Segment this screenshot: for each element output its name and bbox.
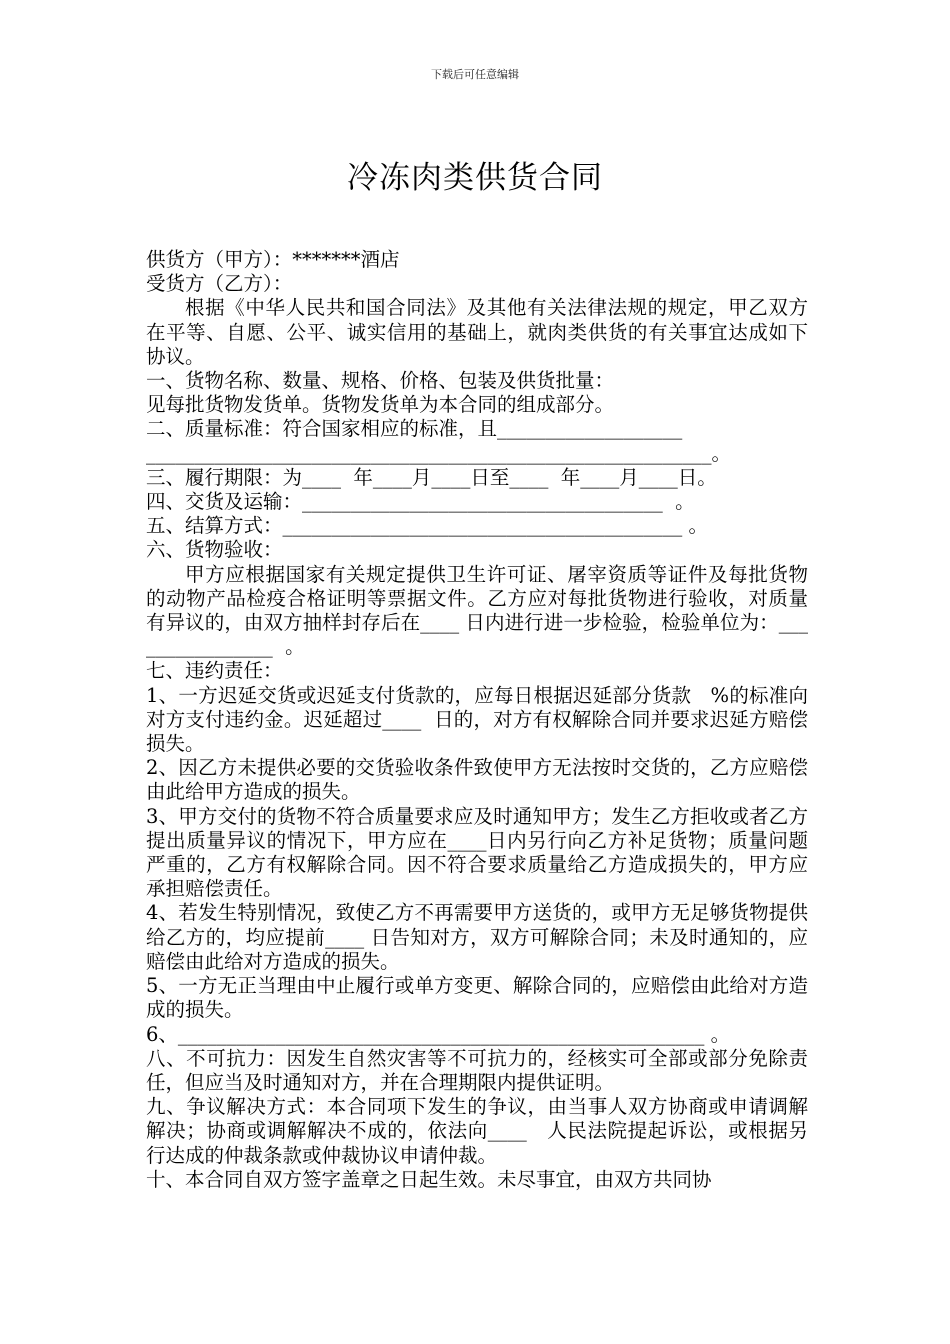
section-6-heading: 六、货物验收： — [146, 538, 283, 562]
section-2-blank-line: __________________________________________________________。 — [146, 441, 731, 465]
clause-7-2: 2、因乙方未提供必要的交货验收条件致使甲方无法按时交货的，乙方应赔偿由此给甲方造成的损失。 — [146, 756, 808, 804]
page-header: 下载后可任意编辑 — [431, 68, 519, 81]
clause-7-5: 5、一方无正当理由中止履行或单方变更、解除合同的，应赔偿由此给对方造成的损失。 — [146, 974, 808, 1022]
party-b-line: 受货方（乙方）： — [146, 272, 293, 296]
clause-7-4: 4、若发生特别情况，致使乙方不再需要甲方送货的，或甲方无足够货物提供给乙方的，均应提前____ 日告知对方，双方可解除合同；未及时通知的，应赔偿由此给对方造成的损失。 — [146, 901, 808, 973]
section-2-line: 二、质量标准：符合国家相应的标准，且___________________ — [146, 417, 683, 441]
clause-7-6: 6、______________________________________________________ 。 — [146, 1022, 731, 1046]
party-a-line: 供货方（甲方）：*******酒店 — [146, 248, 400, 271]
preamble-paragraph: 根据《中华人民共和国合同法》及其他有关法律法规的规定，甲乙双方在平等、自愿、公平、诚实信用的基础上，就肉类供货的有关事宜达成如下协议。 — [146, 296, 808, 368]
section-8-paragraph: 八、不可抗力：因发生自然灾害等不可抗力的，经核实可全部或部分免除责任，但应当及时通知对方，并在合理期限内提供证明。 — [146, 1046, 808, 1094]
clause-7-3: 3、甲方交付的货物不符合质量要求应及时通知甲方；发生乙方拒收或者乙方提出质量异议的情况下，甲方应在____日内另行向乙方补足货物；质量问题严重的，乙方有权解除合同。因不符合要求质量给乙方造成损失的，甲方应承担赔偿责任。 — [146, 804, 808, 901]
section-9-paragraph: 九、争议解决方式：本合同项下发生的争议，由当事人双方协商或申请调解解决；协商或调解解决不成的，依法向____ 人民法院提起诉讼，或根据另行达成的仲裁条款或仲裁协议申请仲裁。 — [146, 1095, 808, 1167]
section-1-heading: 一、货物名称、数量、规格、价格、包装及供货批量： — [146, 369, 615, 393]
clause-7-1: 1、一方迟延交货或迟延支付货款的，应每日根据迟延部分货款 %的标准向对方支付违约金。迟延超过____ 日的，对方有权解除合同并要求迟延方赔偿损失。 — [146, 683, 808, 756]
section-6-paragraph: 甲方应根据国家有关规定提供卫生许可证、屠宰资质等证件及每批货物的动物产品检疫合格证明等票据文件。乙方应对每批货物进行验收，对质量有异议的，由双方抽样封存后在____ 日内进行进一步检验，检验单位为：________________ 。 — [146, 562, 808, 659]
section-7-heading: 七、违约责任： — [146, 659, 283, 683]
section-10-paragraph: 十、本合同自双方签字盖章之日起生效。未尽事宜，由双方共同协 — [146, 1167, 712, 1191]
section-4-line: 四、交货及运输：_____________________________________ 。 — [146, 490, 695, 514]
contract-body — [146, 248, 808, 1192]
section-5-line: 五、结算方式：_________________________________________ 。 — [146, 514, 708, 538]
section-3-line: 三、履行期限：为____ 年____月____日至____ 年____月____日。 — [146, 465, 717, 489]
document-title: 冷冻肉类供货合同 — [347, 160, 603, 196]
section-1-text: 见每批货物发货单。货物发货单为本合同的组成部分。 — [146, 393, 615, 417]
